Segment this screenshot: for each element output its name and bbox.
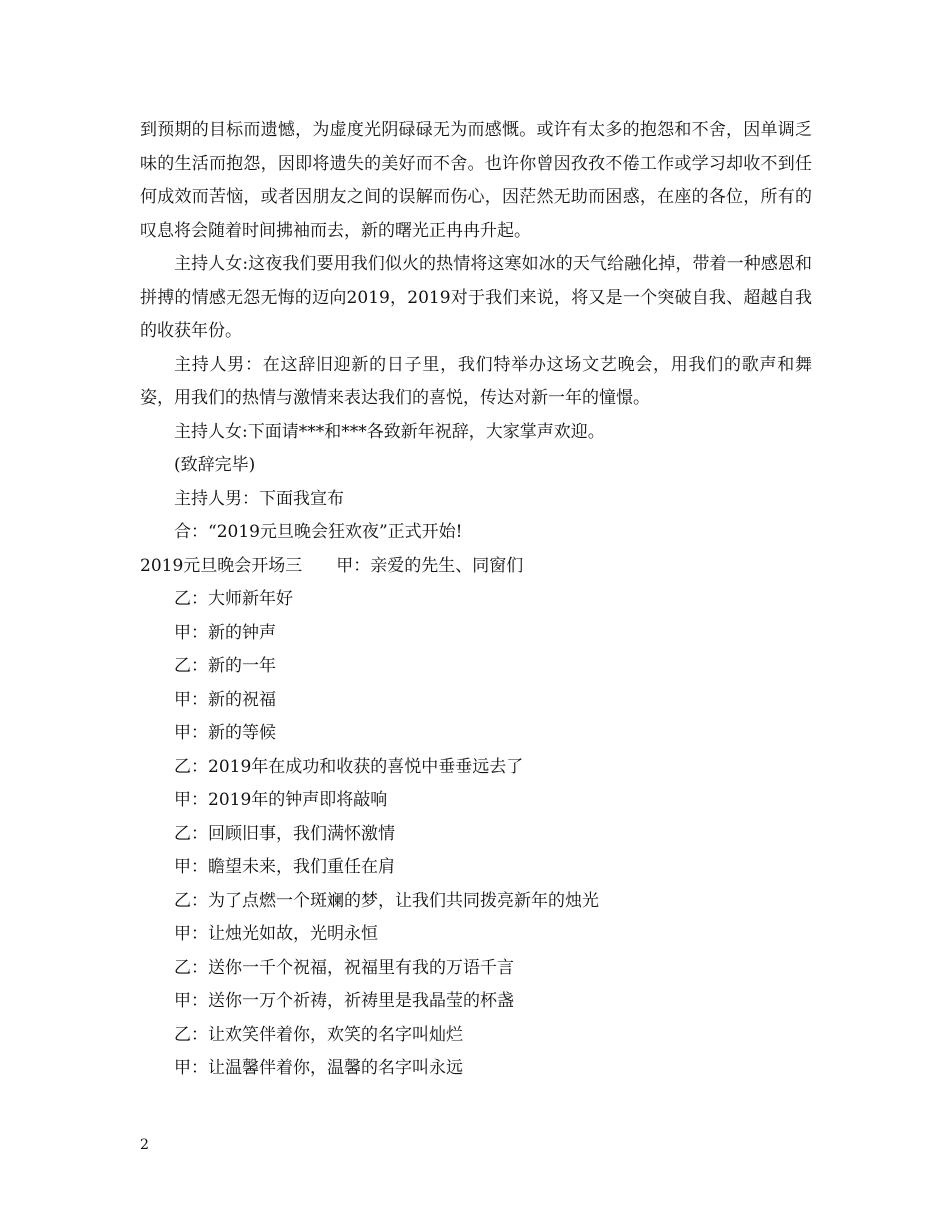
- paragraph-host-female: 主持人女:这夜我们要用我们似火的热情将这寒如冰的天气给融化掉，带着一种感恩和拼搏的情感无怨无悔的迈向2019，2019对于我们来说，将又是一个突破自我、超越自我的收获年份。: [140, 254, 812, 341]
- script-line: 合：“2019元旦晚会狂欢夜”正式开始!: [174, 522, 463, 542]
- script-line: 主持人女:下面请***和***各致新年祝辞，大家掌声欢迎。: [174, 421, 605, 442]
- script-line: 乙：大师新年好: [174, 589, 293, 609]
- script-line: 甲：送你一万个祈祷，祈祷里是我晶莹的杯盏: [174, 991, 514, 1011]
- script-line: 甲：让温馨伴着你，温馨的名字叫永远: [174, 1058, 463, 1078]
- section-heading-line: [140, 550, 812, 584]
- script-lines-after-heading: [140, 583, 812, 1086]
- script-line: 甲：亲爱的先生、同窗们: [336, 555, 524, 576]
- section-heading: 2019元旦晚会开场三: [140, 555, 303, 576]
- script-line: 乙：新的一年: [174, 656, 276, 676]
- script-line: 乙：2019年在成功和收获的喜悦中垂垂远去了: [174, 756, 524, 777]
- page-number: 2: [140, 1137, 149, 1153]
- document-body: [140, 114, 812, 1086]
- script-line: 乙：为了点燃一个斑斓的梦，让我们共同拨亮新年的烛光: [174, 890, 599, 911]
- script-line: 甲：2019年的钟声即将敲响: [174, 790, 388, 810]
- script-line: (致辞完毕): [174, 455, 256, 475]
- paragraph-continuation: 到预期的目标而遗憾，为虚度光阴碌碌无为而感慨。或许有太多的抱怨和不舍，因单调乏味的生活而抱怨，因即将遗失的美好而不舍。也许你曾因孜孜不倦工作或学习却收不到任何成效而苦恼，或者因朋友之间的误解而伤心，因茫然无助而困惑，在座的各位，所有的叹息将会随着时间拂袖而去，新的曙光正冉冉升起。: [140, 120, 812, 241]
- script-line: 主持人男：下面我宣布: [174, 488, 344, 509]
- script-line: 甲：新的等候: [174, 723, 276, 743]
- script-line: 乙：送你一千个祝福，祝福里有我的万语千言: [174, 957, 514, 978]
- script-line: 甲：新的祝福: [174, 689, 276, 710]
- script-line: 甲：瞻望未来，我们重任在肩: [174, 857, 395, 877]
- script-line: 甲：新的钟声: [174, 622, 276, 643]
- paragraph-host-male: 主持人男：在这辞旧迎新的日子里，我们特举办这场文艺晚会，用我们的歌声和舞姿，用我们的热情与激情来表达我们的喜悦，传达对新一年的憧憬。: [140, 354, 812, 408]
- script-line: 甲：让烛光如故，光明永恒: [174, 924, 378, 944]
- script-lines-before-heading: [140, 416, 812, 550]
- script-line: 乙：回顾旧事，我们满怀激情: [174, 823, 395, 844]
- script-line: 乙：让欢笑伴着你，欢笑的名字叫灿烂: [174, 1024, 463, 1045]
